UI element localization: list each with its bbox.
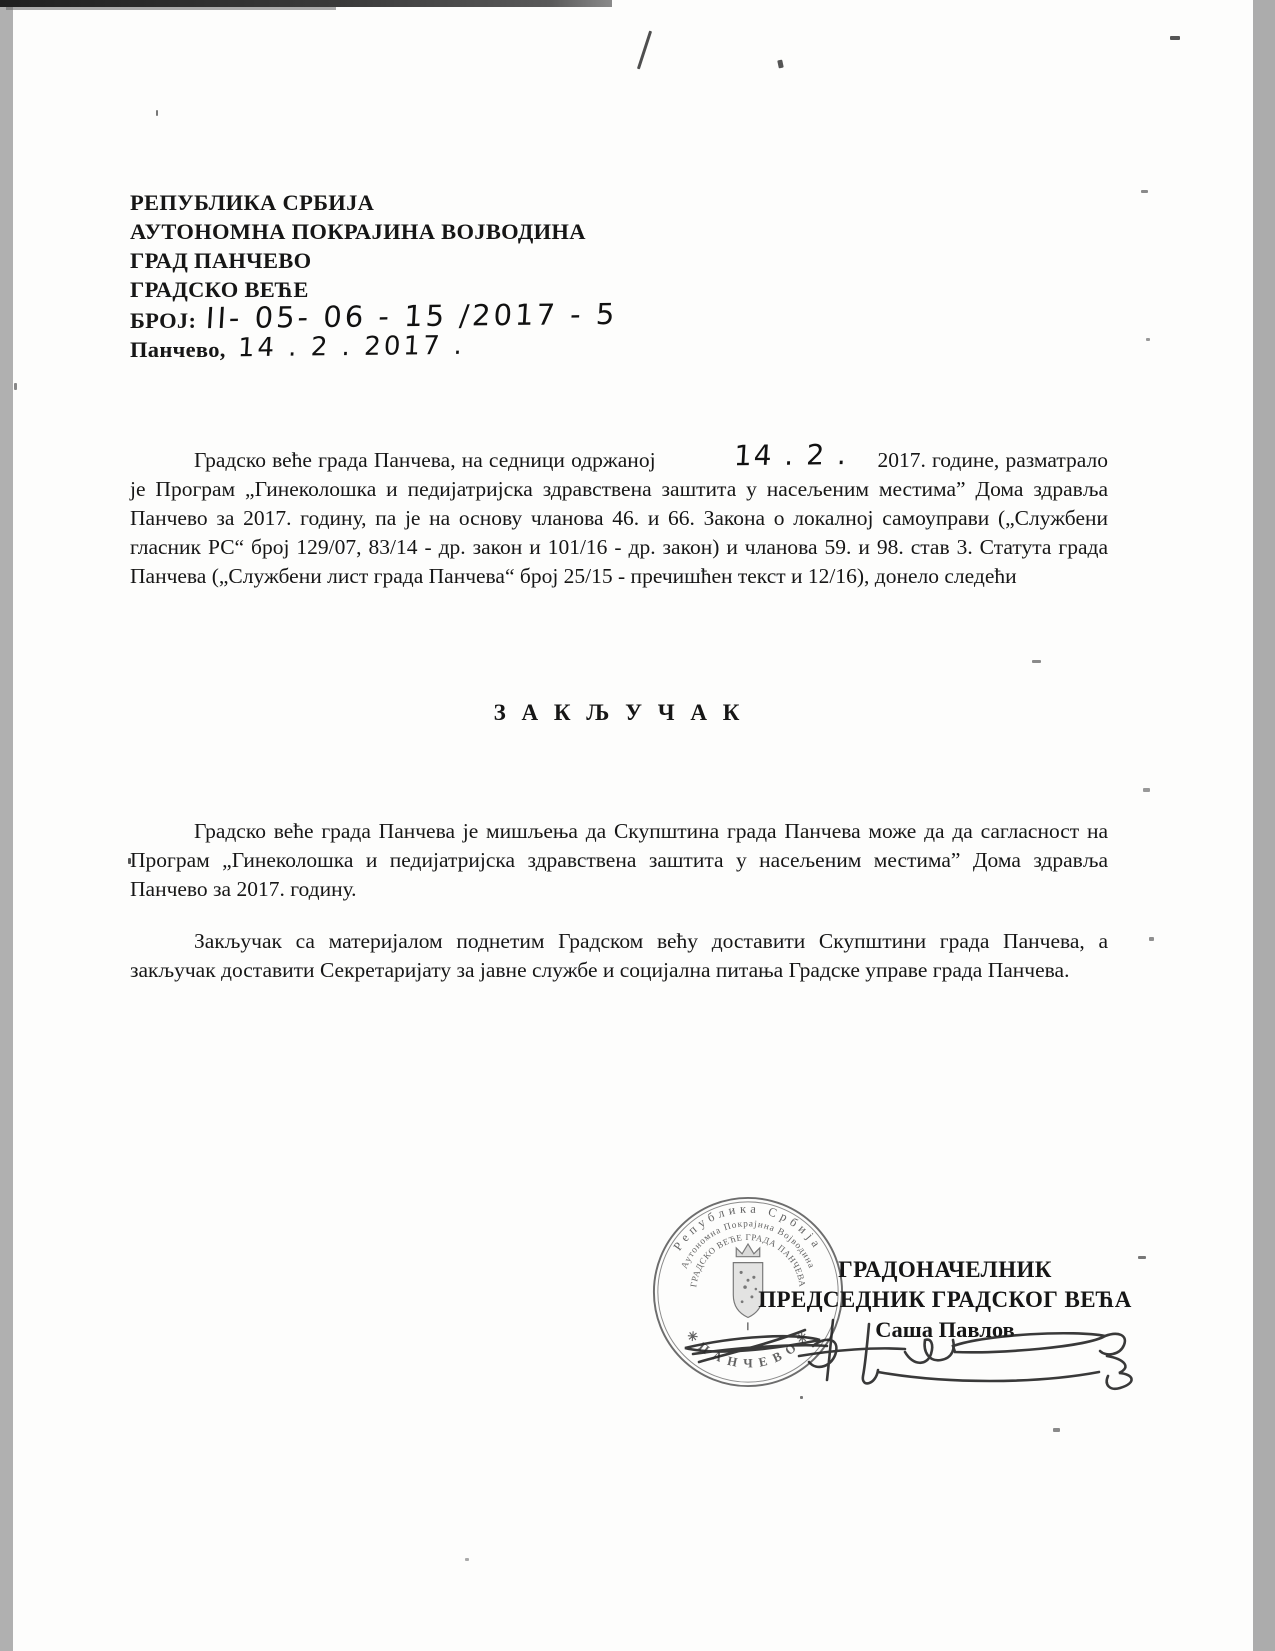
scan-speck bbox=[465, 1558, 469, 1561]
intro-text-before-date: Градско веће града Панчева, на седници одржаној bbox=[194, 448, 656, 472]
document-number-line bbox=[130, 296, 619, 336]
intro-paragraph bbox=[130, 438, 1108, 591]
place-date-line bbox=[130, 330, 617, 364]
session-date-handwritten: 14 . 2 . bbox=[732, 438, 849, 473]
letterhead-council: ГРАДСКО ВЕЋЕ bbox=[130, 277, 309, 302]
scan-edge-top bbox=[0, 0, 612, 7]
scan-edge-left bbox=[0, 0, 13, 1651]
scan-speck bbox=[1032, 660, 1041, 663]
scan-speck bbox=[1170, 36, 1180, 40]
scan-speck bbox=[156, 110, 158, 116]
signer-role-mayor: ГРАДОНАЧЕЛНИК bbox=[838, 1257, 1052, 1282]
scan-edge-top-shadow bbox=[6, 7, 336, 10]
scan-speck bbox=[14, 383, 17, 390]
handwritten-signature bbox=[655, 1314, 1145, 1400]
letterhead-province: АУТОНОМНА ПОКРАЈИНА ВОЈВОДИНА bbox=[130, 219, 586, 244]
delivery-paragraph: Закључак са материјалом поднетим Градском већу доставити Скупштини града Панчева, а закључак доставити Секретаријату за јавне службе и социјална питања Градске управе града Панчева. bbox=[130, 929, 1108, 982]
letterhead-city: ГРАД ПАНЧЕВО bbox=[130, 248, 312, 273]
scan-speck bbox=[1141, 190, 1148, 193]
stamp-ring-inner-text: ГРАДСКО ВЕЋЕ ГРАДА ПАНЧЕВА bbox=[688, 1232, 808, 1288]
letterhead-republic: РЕПУБЛИКА СРБИЈА bbox=[130, 190, 375, 215]
signer-role-president: ПРЕДСЕДНИК ГРАДСКОГ ВЕЋА bbox=[758, 1287, 1132, 1312]
stamp-bottom-text: ✳ П А Н Ч Е В О ✳ bbox=[683, 1328, 813, 1371]
document-number-label: БРОЈ: bbox=[130, 308, 197, 333]
scan-speck bbox=[1053, 1428, 1060, 1432]
scan-edge-right bbox=[1253, 0, 1275, 1651]
scan-speck bbox=[777, 60, 784, 69]
scan-speck bbox=[1143, 788, 1150, 792]
scan-speck bbox=[1149, 937, 1154, 941]
intro-text-after-date: 2017. године, разматрало је Програм „Гинеколошка и педијатријска здравствена заштита у насељеним местима” Дома здравља Панчево за 2017. годину, па је на основу чланова 46. и 66. Закона о локалној самоуправи („Службени гласник РС“ број 129/07, 83/14 - др. закон и 101/16 - др. закон) и чланова 59. и 98. став 3. Статута града Панчева („Службени лист града Панчева“ број 25/15 - пречишћен текст и 12/16), донело следећи bbox=[130, 448, 1108, 588]
letterhead bbox=[130, 188, 617, 364]
stamp-ring-middle-text: Аутономна Покрајина Војводина bbox=[679, 1219, 817, 1271]
opinion-paragraph: Градско веће града Панчева је мишљења да Скупштина града Панчева може да да сагласност на Програм „Гинеколошка и педијатријска здравствена заштита у насељеним местима” Дома здравља Панчево за 2017. годину. bbox=[130, 819, 1108, 901]
place-label: Панчево, bbox=[130, 337, 226, 362]
document-date-handwritten: 14 . 2 . 2017 . bbox=[236, 330, 466, 364]
scan-speck bbox=[637, 31, 652, 70]
scan-speck bbox=[1146, 338, 1150, 341]
document-number-handwritten: ІІ- 05- 06 - 15 /2017 - 5 bbox=[205, 296, 619, 336]
stamp-ring-outer-text: Република Србија bbox=[670, 1201, 826, 1254]
document-title: З А К Љ У Ч А К bbox=[493, 700, 745, 725]
signer-name: Саша Павлов bbox=[875, 1317, 1015, 1342]
